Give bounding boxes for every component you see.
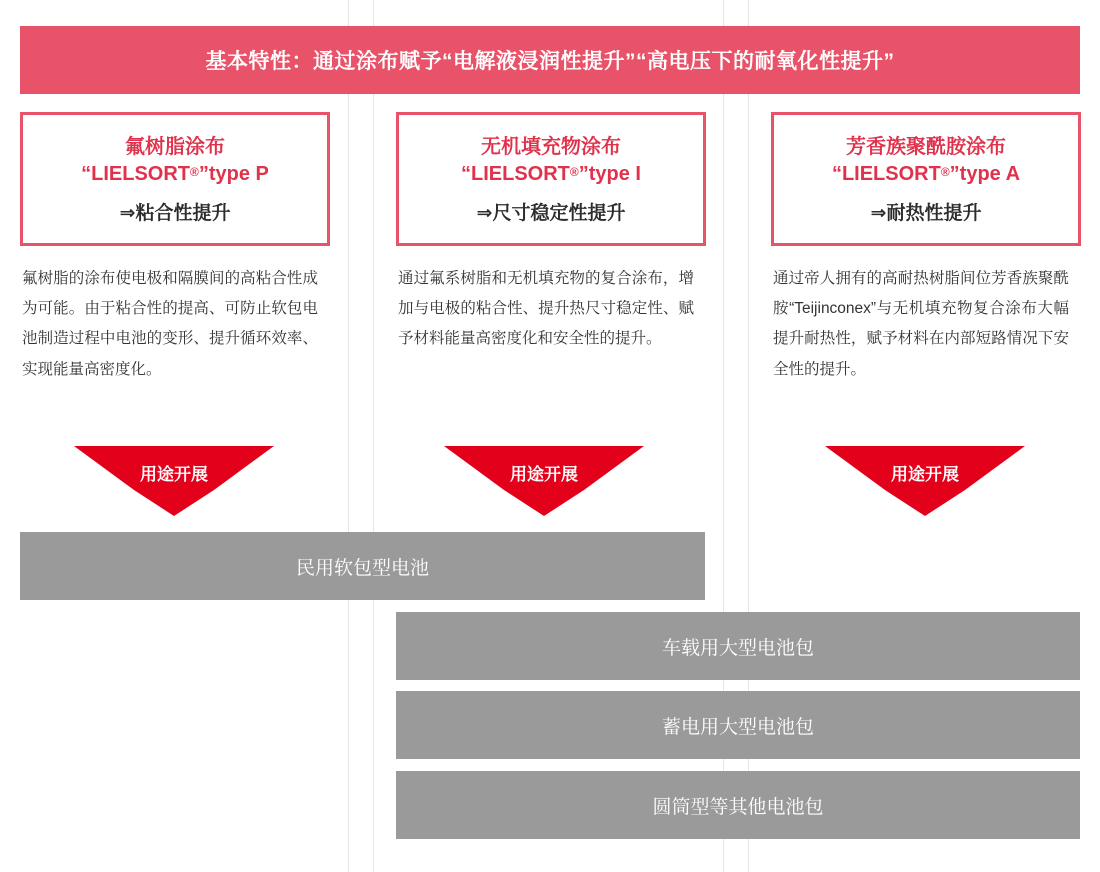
product-description-type-i: 通过氟系树脂和无机填充物的复合涂布，增加与电极的粘合性、提升热尺寸稳定性、赋予材料能量高密度化和安全性的提升。 [398, 270, 694, 348]
product-card-title-line1: 芳香族聚酰胺涂布 [846, 135, 1006, 158]
usage-arrow-label: 用途开展 [140, 465, 208, 484]
product-card-subtitle: ⇒粘合性提升 [119, 202, 231, 224]
application-bar-label: 民用软包型电池 [295, 557, 429, 579]
registered-trademark-icon: ® [190, 164, 199, 179]
application-bar-label: 圆筒型等其他电池包 [652, 796, 824, 818]
registered-trademark-icon: ® [940, 164, 950, 179]
product-card-title-line2-post: ”type P [198, 162, 269, 185]
product-card-title-line2-pre: “LIELSORT [81, 162, 190, 185]
down-arrow-icon [74, 446, 274, 516]
application-bar-label: 车载用大型电池包 [661, 637, 814, 659]
product-card-title [461, 134, 641, 188]
down-arrow-icon [444, 446, 644, 516]
application-bar-consumer-pouch [20, 532, 705, 600]
registered-trademark-icon: ® [569, 164, 579, 179]
product-card-title-line2-pre: “LIELSORT [831, 162, 941, 185]
product-card-type-i [396, 112, 706, 246]
usage-arrow-type-i [444, 446, 644, 516]
product-card-title-line2-post: ”type A [949, 162, 1021, 185]
product-card-title-line1: 氟树脂涂布 [124, 135, 225, 158]
product-card-title-line1: 无机填充物涂布 [480, 135, 621, 158]
application-bar-automotive-pack [396, 612, 1080, 680]
column-divider-2 [373, 0, 374, 872]
application-bar-label: 蓄电用大型电池包 [661, 716, 814, 738]
header-banner-text: 基本特性：通过涂布赋予“电解液浸润性提升”“高电压下的耐氧化性提升” [205, 50, 895, 73]
product-description-type-a: 通过帝人拥有的高耐热树脂间位芳香族聚酰胺“Teijinconex”与无机填充物复合涂布大幅提升耐热性，赋予材料在内部短路情况下安全性的提升。 [773, 270, 1069, 378]
product-card-title [832, 134, 1020, 188]
product-card-type-p [20, 112, 330, 246]
product-card-title-line2-post: ”type I [578, 162, 641, 185]
product-card-subtitle: ⇒尺寸稳定性提升 [476, 202, 626, 224]
application-bar-cylindrical-other [396, 771, 1080, 839]
product-description-type-p: 氟树脂的涂布使电极和隔膜间的高粘合性成为可能。由于粘合性的提高、可防止软包电池制造过程中电池的变形、提升循环效率、实现能量高密度化。 [22, 270, 318, 378]
product-card-type-a [771, 112, 1081, 246]
header-banner [20, 26, 1080, 94]
product-card-title-line2-pre: “LIELSORT [461, 162, 570, 185]
usage-arrow-type-a [825, 446, 1025, 516]
product-card-subtitle: ⇒耐热性提升 [870, 202, 982, 224]
usage-arrow-label: 用途开展 [891, 465, 959, 484]
down-arrow-icon [825, 446, 1025, 516]
column-divider-1 [348, 0, 349, 872]
usage-arrow-type-p [74, 446, 274, 516]
application-bar-storage-pack [396, 691, 1080, 759]
usage-arrow-label: 用途开展 [510, 465, 578, 484]
product-card-title [81, 134, 269, 188]
